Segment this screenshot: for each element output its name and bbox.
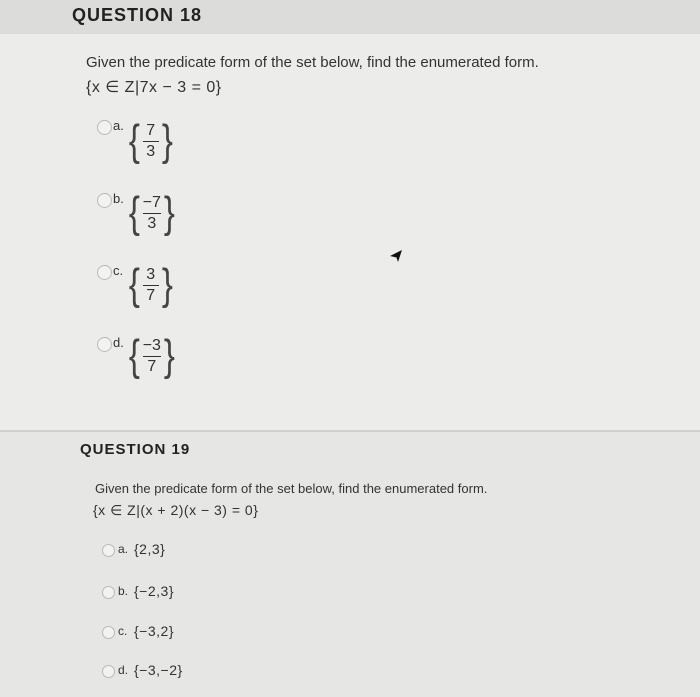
question-18-prompt: Given the predicate form of the set below, find the enumerated form.	[86, 54, 539, 71]
q18-option-c-letter: c.	[113, 263, 124, 278]
q18-option-c-radio[interactable]	[97, 265, 112, 280]
fraction	[142, 122, 160, 161]
question-19-prompt: Given the predicate form of the set below, find the enumerated form.	[95, 481, 488, 496]
right-brace: }	[161, 260, 173, 309]
denominator: 7	[147, 357, 157, 375]
fraction-bar	[143, 285, 159, 286]
left-brace: {	[128, 260, 140, 309]
right-brace: }	[163, 188, 175, 237]
denominator: 3	[146, 142, 156, 160]
numerator: −7	[142, 193, 161, 211]
left-brace: {	[128, 331, 140, 380]
q19-option-c-radio[interactable]	[102, 626, 115, 639]
q18-option-c-answer[interactable]	[127, 260, 174, 309]
question-19-title: QUESTION 19	[80, 441, 191, 458]
q19-option-d-answer[interactable]: {−3,−2}	[134, 662, 183, 678]
numerator: 7	[146, 121, 156, 139]
q18-option-b-radio[interactable]	[97, 193, 112, 208]
q18-option-b-letter: b.	[113, 191, 124, 206]
q19-option-d-letter: d.	[118, 663, 129, 677]
q18-option-a-letter: a.	[113, 118, 124, 133]
q18-option-a-radio[interactable]	[97, 120, 112, 135]
q19-option-c-answer[interactable]: {−3,2}	[134, 623, 174, 639]
denominator: 7	[146, 286, 156, 304]
left-brace: {	[128, 188, 140, 237]
q19-option-d-radio[interactable]	[102, 665, 115, 678]
left-brace: {	[128, 116, 140, 165]
q19-option-c-letter: c.	[118, 624, 128, 638]
q18-option-a-answer[interactable]	[127, 116, 174, 165]
q18-option-d-answer[interactable]	[127, 331, 177, 380]
question-18-title: QUESTION 18	[72, 5, 203, 25]
numerator: 3	[146, 265, 156, 283]
q19-option-a-answer[interactable]: {2,3}	[134, 541, 166, 557]
fraction	[142, 266, 160, 305]
right-brace: }	[163, 331, 175, 380]
fraction-bar	[143, 356, 161, 357]
question-18-set-expression: {x ∈ Z|7x − 3 = 0}	[86, 79, 222, 96]
q18-option-d-letter: d.	[113, 335, 124, 350]
q18-option-b-answer[interactable]	[127, 188, 177, 237]
question-19-panel	[0, 432, 700, 697]
fraction	[142, 337, 162, 376]
pointer-arrow-icon	[389, 249, 403, 263]
numerator: −3	[142, 336, 161, 354]
q19-option-b-radio[interactable]	[102, 586, 115, 599]
denominator: 3	[147, 214, 157, 232]
question-19-set-expression: {x ∈ Z|(x + 2)(x − 3) = 0}	[93, 502, 259, 518]
right-brace: }	[161, 116, 173, 165]
fraction-bar	[143, 141, 159, 142]
fraction	[142, 194, 162, 233]
q19-option-b-letter: b.	[118, 584, 129, 598]
q19-option-b-answer[interactable]: {−2,3}	[134, 583, 174, 599]
q19-option-a-letter: a.	[118, 542, 129, 556]
q18-option-d-radio[interactable]	[97, 337, 112, 352]
q19-option-a-radio[interactable]	[102, 544, 115, 557]
fraction-bar	[143, 213, 161, 214]
